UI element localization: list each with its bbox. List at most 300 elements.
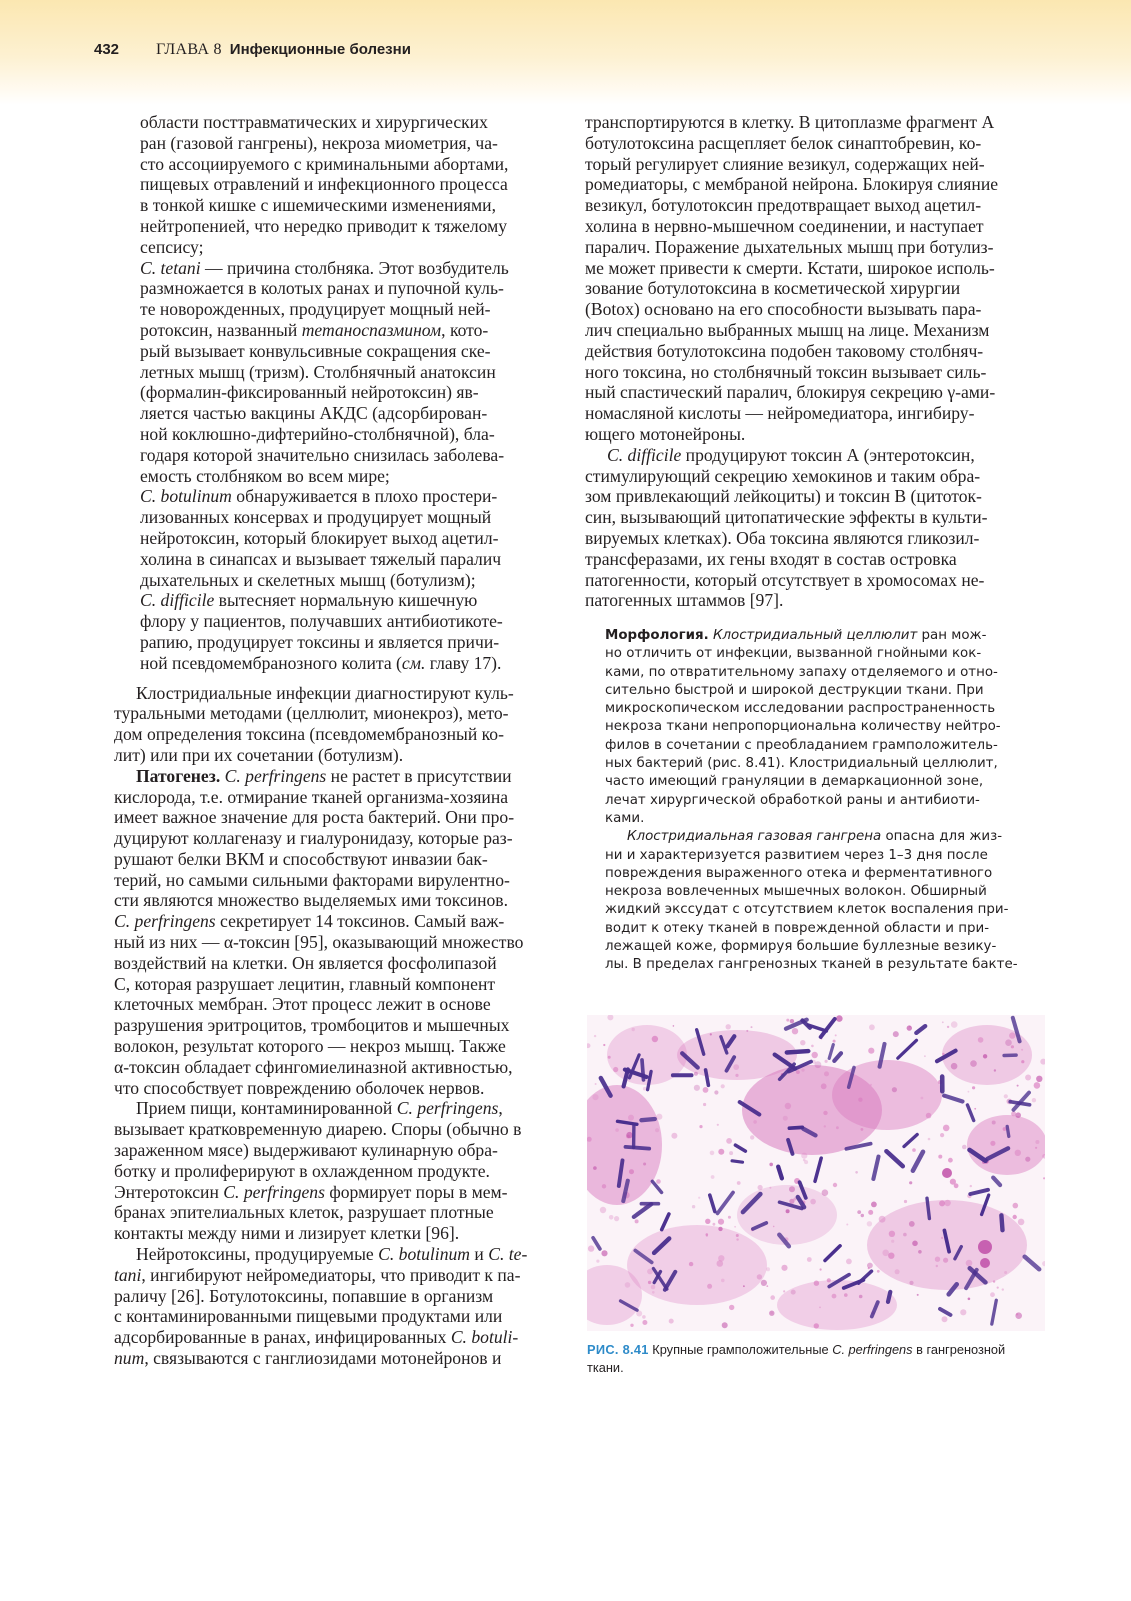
paragraph-diagnosis: [114, 683, 554, 766]
stain-speck: [960, 1309, 966, 1315]
text-line: син, вызывающий цитопатические эффекты в культи-: [585, 507, 988, 528]
stain-speck: [935, 1257, 940, 1262]
stain-speck: [994, 1069, 996, 1071]
stain-speck: [943, 1258, 948, 1263]
stain-speck: [942, 1021, 944, 1023]
stain-speck: [833, 1183, 837, 1187]
text-line: num, связываются с ганглиозидами мотонейронов и: [114, 1348, 502, 1369]
text-line: области посттравматических и хирургических: [140, 112, 488, 132]
stain-speck: [871, 1202, 877, 1208]
stain-speck: [810, 1199, 816, 1205]
stain-speck: [718, 1255, 724, 1261]
text-line: патогенности, который отсутствует в хромосомах не-: [585, 569, 985, 590]
stain-speck: [909, 1281, 913, 1285]
text-line: с контаминированными пищевыми продуктами или: [114, 1306, 503, 1327]
left-column: [114, 112, 554, 1369]
text-line: холина в синапсах и вызывает тяжелый паралич: [140, 548, 502, 569]
stain-speck: [635, 1219, 639, 1223]
stain-speck: [939, 1200, 945, 1206]
cell-cluster: [942, 1168, 952, 1178]
text-line: лы. В пределах гангренозных тканей в результате бакте-: [605, 957, 1018, 973]
text-line: лич специально выбранных мышц на лице. Механизм: [585, 319, 990, 340]
stain-speck: [1004, 1271, 1007, 1274]
text-line: филов в сочетании с преобладанием грамположитель-: [605, 737, 998, 753]
stain-speck: [733, 1064, 739, 1070]
stain-speck: [940, 1133, 944, 1137]
stain-speck: [968, 1298, 971, 1301]
stain-speck: [832, 1294, 837, 1299]
bacillus: [732, 1161, 742, 1162]
text-line: рапию, продуцирует токсины и является причи-: [140, 631, 500, 652]
stain-speck: [721, 1279, 725, 1283]
stain-speck: [706, 1233, 709, 1236]
text-line: C. difficile продуцируют токсин А (энтеротоксин,: [607, 444, 975, 465]
text-line: жидкий экссудат с отсутствием клеток воспаления при-: [605, 902, 1009, 918]
stain-speck: [714, 1090, 718, 1094]
stain-speck: [761, 1280, 767, 1286]
text-line: дом определения токсина (псевдомембранозный ко-: [114, 724, 504, 745]
text-line: стимулирующий секрецию хемокинов и таким обра-: [585, 465, 981, 486]
stain-speck: [786, 1019, 789, 1022]
stain-speck: [722, 1322, 728, 1328]
stain-speck: [1005, 1039, 1012, 1046]
figure-label: РИС. 8.41: [587, 1342, 649, 1357]
stain-speck: [726, 1024, 731, 1029]
text-line: C. tetani — причина столбняка. Этот возбудитель: [140, 258, 554, 279]
stain-speck: [703, 1103, 706, 1106]
stain-speck: [867, 1221, 872, 1226]
cell-cluster: [980, 1258, 990, 1268]
stain-speck: [869, 1024, 875, 1030]
stain-speck: [785, 1103, 791, 1109]
stain-speck: [807, 1257, 812, 1262]
stain-speck: [721, 1084, 725, 1088]
stain-speck: [835, 1034, 837, 1036]
bacillus: [1001, 1215, 1002, 1230]
stain-speck: [966, 1260, 973, 1267]
text-line: C. difficile вытесняет нормальную кишечную: [140, 590, 554, 611]
stain-speck: [917, 1294, 919, 1296]
chapter-label: ГЛАВА 8: [156, 41, 222, 58]
stain-speck: [595, 1083, 597, 1085]
stain-speck: [625, 1282, 631, 1288]
stain-speck: [912, 1148, 916, 1152]
text-line: ный спастический паралич, блокируя секрецию γ-ами-: [585, 382, 996, 403]
stain-speck: [588, 1245, 594, 1251]
stain-speck: [1021, 1049, 1023, 1051]
term: тетаноспазмином: [301, 319, 442, 340]
stain-speck: [791, 1290, 796, 1295]
stain-speck: [909, 1181, 912, 1184]
stain-speck: [944, 1200, 950, 1206]
organism-name: C. difficile: [140, 590, 215, 611]
stain-speck: [766, 1285, 768, 1287]
stain-speck: [773, 1226, 775, 1228]
text-line: лечат хирургической обработкой раны и антибиоти-: [605, 792, 980, 808]
stain-speck: [1009, 1032, 1015, 1038]
text-line: транспортируются в клетку. В цитоплазме фрагмент А: [585, 112, 995, 132]
stain-speck: [861, 1214, 864, 1217]
stain-speck: [821, 1083, 827, 1089]
stain-speck: [656, 1114, 662, 1120]
stain-speck: [815, 1061, 822, 1068]
stain-speck: [801, 1153, 807, 1159]
stain-speck: [766, 1267, 770, 1271]
text-line: контакты между ними и лизирует клетки [96].: [114, 1223, 460, 1244]
text-line: но отличить от инфекции, вызванной гнойными кок-: [605, 646, 982, 662]
text-line: терий, но самыми сильными факторами вирулентно-: [114, 869, 510, 890]
stain-speck: [888, 1253, 894, 1259]
stain-patch: [967, 1115, 1045, 1175]
stain-speck: [823, 1111, 827, 1115]
text-line: ротоксин, названный тетаноспазмином, кото-: [140, 319, 489, 340]
stain-speck: [786, 1209, 790, 1213]
stain-speck: [941, 1237, 943, 1239]
stain-speck: [803, 1159, 806, 1162]
bullet-item-tetani: [114, 258, 554, 487]
stain-speck: [609, 1215, 614, 1220]
stain-speck: [699, 1125, 702, 1128]
text-line: сти являются множество выделяемых ими токсинов.: [114, 890, 509, 911]
text-line: ляется частью вакцины АКДС (адсорбирован-: [140, 403, 488, 424]
stain-speck: [943, 1125, 950, 1132]
stain-speck: [997, 1287, 999, 1289]
text-line: зараженном мясе) выдерживают кулинарную обра-: [114, 1140, 498, 1161]
stain-speck: [603, 1044, 605, 1046]
stain-speck: [928, 1138, 931, 1141]
stain-speck: [1025, 1157, 1030, 1162]
stain-speck: [669, 1319, 674, 1324]
text-line: C. perfringens секретирует 14 токсинов. Самый важ-: [114, 911, 505, 932]
stain-speck: [1016, 1313, 1018, 1315]
stain-speck: [705, 1219, 710, 1224]
organism-name: C. botulinum: [140, 486, 232, 507]
stain-speck: [713, 1223, 716, 1226]
section-heading: Патогенез.: [136, 765, 221, 786]
stain-speck: [936, 1265, 938, 1267]
stain-speck: [870, 1084, 872, 1086]
right-column: [585, 112, 1049, 611]
text-line: те новорожденных, продуцирует мощный ней-: [140, 299, 491, 320]
text-line: нейтропенией, что нередко приводит к тяжелому: [140, 215, 508, 236]
text-line: действия ботулотоксина подобен таковому столбняч-: [585, 340, 984, 361]
text-line: годаря которой значительно снизилась заболева-: [140, 444, 505, 465]
stain-speck: [993, 1280, 995, 1282]
text-line: торый регулирует слияние везикул, содержащих ней-: [585, 153, 985, 174]
text-line: лизованных консервах и продуцирует мощный: [140, 507, 492, 528]
stain-speck: [1021, 1060, 1024, 1063]
text-line: рушают белки ВКМ и способствуют инвазии бак-: [114, 848, 488, 869]
stain-speck: [796, 1070, 800, 1074]
text-line: Патогенез. C. perfringens не растет в присутствии: [136, 765, 512, 786]
stain-speck: [824, 1071, 829, 1076]
stain-speck: [861, 1128, 864, 1131]
stain-speck: [868, 1048, 874, 1054]
text-line: ками.: [605, 810, 645, 826]
stain-speck: [1032, 1098, 1036, 1102]
chapter-title: Инфекционные болезни: [229, 41, 411, 58]
stain-speck: [983, 1054, 987, 1058]
stain-speck: [892, 1087, 897, 1092]
stain-speck: [846, 1224, 848, 1226]
stain-speck: [868, 1210, 873, 1215]
stain-speck: [824, 1125, 826, 1127]
stain-speck: [836, 1015, 843, 1022]
stain-speck: [1004, 1094, 1008, 1098]
bullet-item-difficile: [114, 590, 554, 673]
stain-speck: [789, 1199, 794, 1204]
text-line: Прием пищи, контаминированной C. perfringens,: [136, 1098, 503, 1119]
text-line: туральными методами (целлюлит, мионекроз), мето-: [114, 703, 509, 724]
text-line: ками, по отвратительному запаху отделяемого и отно-: [605, 664, 998, 680]
text-line: в тонкой кишке с ишемическими изменениями,: [140, 195, 496, 216]
stain-speck: [800, 1040, 805, 1045]
text-line: воздействий на клетки. Он является фосфолипазой: [114, 952, 497, 973]
stain-speck: [846, 1259, 852, 1265]
bullet-item-botulinum: [114, 486, 554, 590]
page-number: 432: [94, 41, 120, 58]
stain-speck: [736, 1238, 738, 1240]
stain-speck: [726, 1138, 732, 1144]
stain-speck: [630, 1324, 633, 1327]
text-line: волокон, результат которого — некроз мышц. Также: [114, 1036, 506, 1057]
stain-speck: [814, 1281, 819, 1286]
stain-speck: [757, 1274, 762, 1279]
text-line: Энтеротоксин C. perfringens формирует поры в мем-: [114, 1181, 508, 1202]
text-line: ных бактерий (рис. 8.41). Клостридиальный целлюлит,: [605, 756, 998, 772]
text-line: адсорбированные в ранах, инфицированных C. botuli-: [114, 1327, 519, 1348]
stain-speck: [882, 1250, 889, 1257]
bacillus: [888, 1292, 890, 1302]
text-line: ме может привести к смерти. Кстати, широкое исполь-: [585, 257, 995, 278]
stain-speck: [692, 1205, 695, 1208]
stain-speck: [819, 1307, 821, 1309]
stain-speck: [698, 1197, 700, 1199]
stain-speck: [615, 1128, 619, 1132]
stain-speck: [642, 1315, 646, 1319]
text-line: везикул, ботулотоксин предотвращает выход ацетил-: [585, 195, 982, 216]
stain-speck: [954, 1183, 959, 1188]
text-line: нейротоксин, который блокирует выход ацетил-: [140, 527, 499, 548]
stain-speck: [770, 1311, 773, 1314]
stain-speck: [651, 1285, 656, 1290]
paragraph-difficile-toxins: [585, 445, 1049, 611]
stain-speck: [717, 1124, 719, 1126]
stain-speck: [801, 1069, 804, 1072]
stain-speck: [990, 1141, 995, 1146]
text-line: пищевых отравлений и инфекционного процесса: [140, 174, 508, 195]
stain-speck: [694, 1085, 700, 1091]
stain-speck: [903, 1233, 907, 1237]
stain-speck: [614, 1216, 619, 1221]
stain-speck: [710, 1151, 715, 1156]
text-line: C. botulinum обнаруживается в плохо простери-: [140, 486, 554, 507]
stain-speck: [1013, 1215, 1017, 1219]
stain-speck: [827, 1278, 831, 1282]
stain-speck: [594, 1035, 596, 1037]
stain-speck: [947, 1026, 949, 1028]
bacillus: [787, 1051, 809, 1052]
stain-speck: [812, 1052, 818, 1058]
stain-speck: [613, 1067, 618, 1072]
stain-speck: [877, 1270, 880, 1273]
stain-speck: [737, 1181, 741, 1185]
stain-speck: [921, 1097, 924, 1100]
stain-speck: [729, 1151, 733, 1155]
stain-speck: [601, 1250, 607, 1256]
stain-speck: [1013, 1203, 1019, 1209]
stain-speck: [711, 1175, 715, 1179]
stain-speck: [790, 1019, 794, 1023]
stain-speck: [972, 1086, 975, 1089]
running-head: [94, 38, 411, 62]
micrograph-image: [587, 1015, 1045, 1331]
stain-speck: [926, 1113, 932, 1119]
stain-speck: [792, 1028, 798, 1034]
paragraph-pathogenesis: [114, 766, 554, 1099]
stain-speck: [970, 1060, 977, 1067]
stain-speck: [652, 1036, 658, 1042]
stain-speck: [978, 1037, 984, 1043]
text-line: ной коклюшно-дифтерийно-столбнячной), бла-: [140, 423, 495, 444]
stain-speck: [632, 1028, 635, 1031]
stain-speck: [951, 1063, 958, 1070]
text-line: паралич. Поражение дыхательных мышц при ботулиз-: [585, 236, 994, 257]
stain-speck: [820, 1268, 822, 1270]
stain-speck: [671, 1133, 677, 1139]
bacillus: [789, 1127, 802, 1128]
stain-speck: [728, 1216, 731, 1219]
stain-speck: [822, 1189, 829, 1196]
text-line: патогенных штаммов [97].: [585, 590, 784, 611]
stain-speck: [718, 1219, 724, 1225]
stain-speck: [891, 1240, 894, 1243]
stain-speck: [859, 1295, 863, 1299]
text-line: сто ассоциируемого с криминальными абортами,: [140, 153, 509, 174]
stain-speck: [992, 1121, 996, 1125]
stain-speck: [703, 1087, 709, 1093]
stain-patch: [627, 1225, 767, 1305]
text-line: флору у пациентов, получавших антибиотикоте-: [140, 611, 503, 632]
figure-caption: [587, 1341, 1049, 1377]
stain-speck: [673, 1025, 675, 1027]
text-line: зом привлекающий лейкоциты) и токсин В (цитоток-: [585, 486, 982, 507]
bacillus: [641, 1119, 654, 1120]
stain-speck: [974, 1108, 976, 1110]
stain-speck: [734, 1226, 736, 1228]
caption-line: РИС. 8.41 Крупные грамположительные C. perfringens в гангренозной: [587, 1342, 1006, 1357]
text-line: ромедиаторы, с мембраной нейрона. Блокируя слияние: [585, 174, 999, 195]
stain-speck: [857, 1210, 861, 1214]
stain-speck: [656, 1179, 661, 1184]
stain-speck: [814, 1323, 819, 1328]
stain-speck: [596, 1260, 599, 1263]
stain-speck: [942, 1316, 948, 1322]
stain-speck: [652, 1291, 655, 1294]
stain-speck: [735, 1074, 738, 1077]
text-line: микроскопическом исследовании распространенность: [605, 701, 996, 717]
text-line: ной псевдомембранозного колита (см. главу 17).: [140, 652, 502, 673]
stain-speck: [608, 1056, 611, 1059]
paragraph-botulinum-mechanism: [585, 112, 1049, 445]
stain-speck: [736, 1234, 739, 1237]
stain-speck: [593, 1166, 597, 1170]
text-line: холина в нервно-мышечном соединении, и наступает: [585, 215, 984, 236]
stain-speck: [758, 1185, 763, 1190]
stain-speck: [938, 1155, 942, 1159]
text-line: ботку и пролиферируют в охлажденном продукте.: [114, 1160, 490, 1181]
text-line: ющего мотонейроны.: [585, 423, 746, 444]
stain-speck: [1034, 1082, 1041, 1089]
stain-speck: [751, 1026, 753, 1028]
stain-speck: [783, 1290, 785, 1292]
text-line: повреждения выраженного отека и ферментативного: [605, 865, 993, 881]
stain-speck: [855, 1171, 858, 1174]
stain-speck: [889, 1231, 895, 1237]
text-line: клеточных мембран. Этот процесс лежит в основе: [114, 994, 491, 1015]
text-line: кислорода, т.е. отмирание тканей организма-хозяина: [114, 786, 509, 807]
text-line: tani, ингибируют нейромедиаторы, что приводит к па-: [114, 1264, 521, 1285]
stain-speck: [951, 1021, 958, 1028]
stain-speck: [904, 1200, 907, 1203]
text-line: лежащей коже, формируя большие буллезные везику-: [605, 939, 997, 955]
stain-speck: [781, 1265, 787, 1271]
stain-speck: [626, 1132, 632, 1138]
text-line: часто имеющий грануляции в демаркационной зоне,: [605, 774, 984, 790]
stain-speck: [1011, 1111, 1016, 1116]
stain-speck: [895, 1269, 900, 1274]
text-line: трансферазами, их гены входят в состав островка: [585, 548, 957, 569]
bullet-continuation: [114, 112, 554, 258]
text-line: раличу [26]. Ботулотоксины, попавшие в организм: [114, 1285, 494, 1306]
stain-speck: [718, 1227, 722, 1231]
caption-line: ткани.: [587, 1360, 624, 1375]
stain-speck: [729, 1305, 734, 1310]
text-line: С, которая разрушает лецитин, главный компонент: [114, 973, 496, 994]
stain-speck: [707, 1284, 712, 1289]
text-line: (формалин-фиксированный нейротоксин) яв-: [140, 382, 479, 403]
stain-speck: [893, 1031, 899, 1037]
stain-speck: [710, 1033, 712, 1035]
stain-speck: [825, 1060, 828, 1063]
micrograph-figure: [587, 1015, 1045, 1331]
stain-speck: [750, 1135, 754, 1139]
cell-cluster: [978, 1240, 992, 1254]
stain-speck: [753, 1120, 757, 1124]
text-line: размножается в колотых ранах и пупочной куль-: [140, 278, 504, 299]
stain-speck: [811, 1045, 814, 1048]
stain-speck: [1035, 1147, 1037, 1149]
stain-speck: [918, 1250, 922, 1254]
organism-name: C. tetani: [140, 257, 201, 278]
stain-speck: [968, 1091, 970, 1093]
stain-speck: [643, 1087, 647, 1091]
stain-speck: [1002, 1288, 1004, 1290]
cross-ref: см.: [401, 652, 426, 673]
text-line: разрушения эритроцитов, тромбоцитов и мышечных: [114, 1015, 510, 1036]
stain-speck: [629, 1169, 634, 1174]
stain-speck: [694, 1072, 698, 1076]
text-line: дыхательных и скелетных мышц (ботулизм);: [140, 569, 476, 590]
bacillus: [626, 1147, 650, 1149]
stain-speck: [867, 1263, 873, 1269]
stain-speck: [948, 1158, 953, 1163]
stain-speck: [770, 1295, 775, 1300]
text-line: емость столбняком во всем мире;: [140, 465, 390, 486]
text-line: ного токсина, но столбнячный токсин вызывает силь-: [585, 361, 987, 382]
stain-patch: [777, 1280, 897, 1330]
stain-speck: [942, 1053, 944, 1055]
